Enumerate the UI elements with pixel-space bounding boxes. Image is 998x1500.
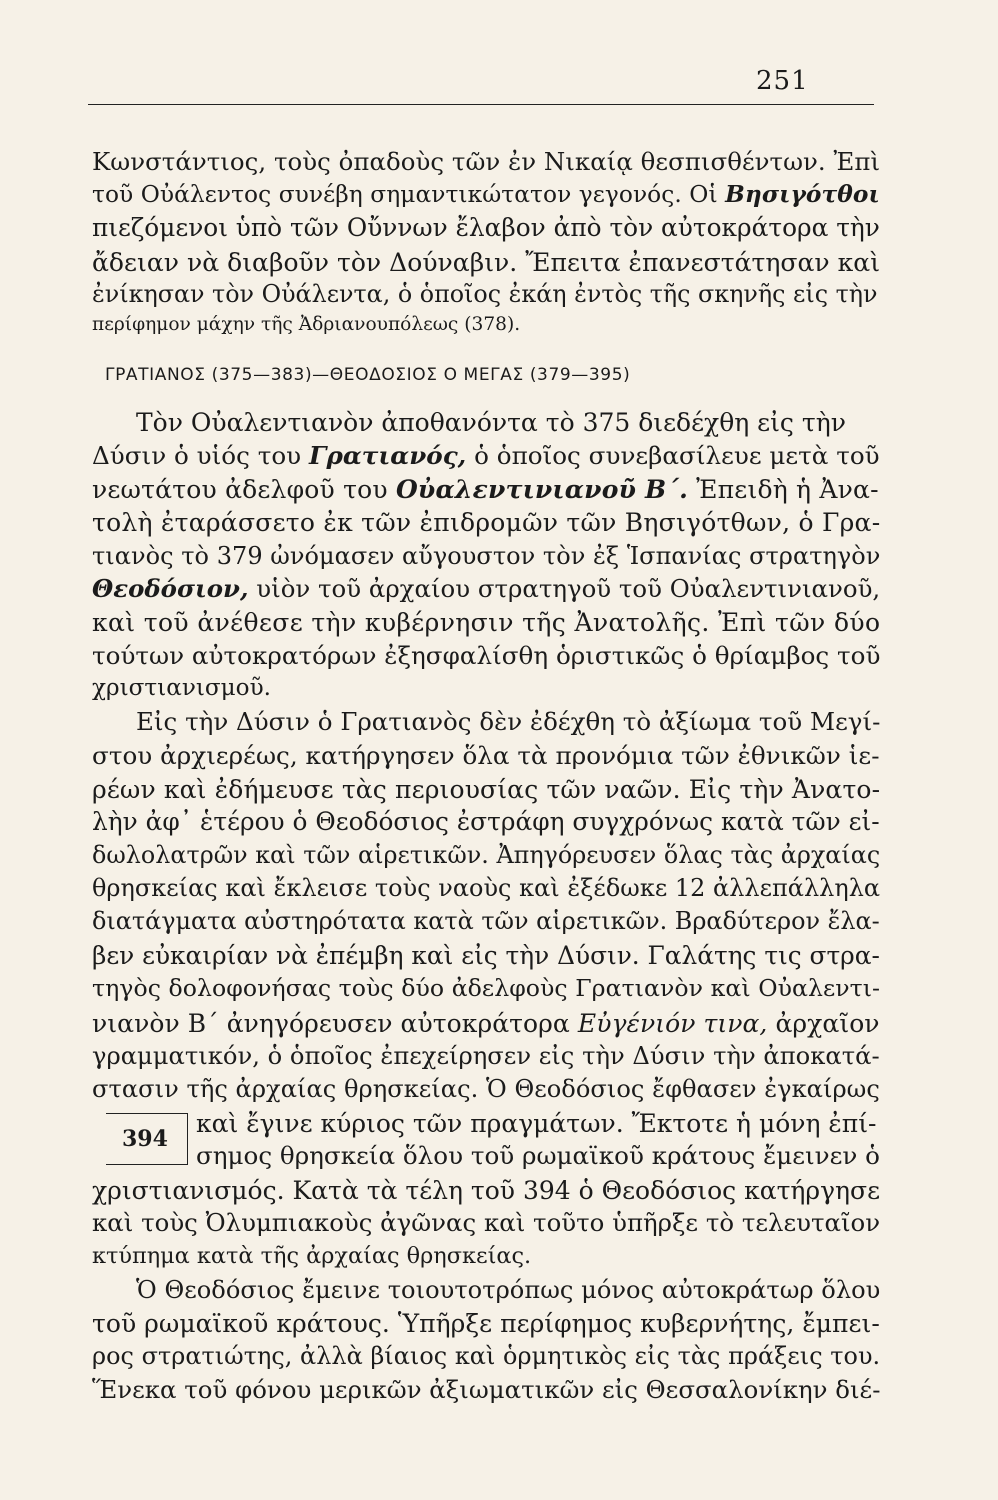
text-line: ρέων καὶ ἐδήμευσε τὰς περιουσίας τῶν ναῶν. Εἰς τὴν Ἀνατο- — [92, 775, 881, 804]
header-rule — [88, 104, 874, 105]
text-line: τοῦ ρωμαϊκοῦ κράτους. Ὑπῆρξε περίφημος κυβερνήτης, ἔμπει- — [92, 1309, 880, 1338]
text-line: πιεζόμενοι ὑπὸ τῶν Οὔννων ἔλαβον ἀπὸ τὸν αὐτοκράτορα τὴν — [92, 213, 880, 242]
text-line: χριστιανισμοῦ. — [92, 675, 271, 701]
emphasis-name: Εὐγένιόν τινα, — [577, 1009, 768, 1038]
text-line: θρησκείας καὶ ἔκλεισε τοὺς ναοὺς καὶ ἐξέδωκε 12 ἀλλεπάλληλα — [92, 874, 881, 902]
text-line — [92, 574, 881, 603]
text-run: νεωτάτου ἀδελφοῦ του — [92, 475, 396, 504]
text-line: τούτων αὐτοκρατόρων ἐξησφαλίσθη ὁριστικῶς ὁ θρίαμβος τοῦ — [92, 641, 881, 670]
text-run: Ἐπειδὴ ἡ Ἀνα- — [687, 475, 879, 504]
text-line: Εἰς τὴν Δύσιν ὁ Γρατιανὸς δὲν ἐδέχθη τὸ ἀξίωμα τοῦ Μεγί- — [136, 707, 881, 736]
text-line: ἐνίκησαν τὸν Οὐάλεντα, ὁ ὁποῖος ἐκάη ἐντὸς τῆς σκηνῆς εἰς τὴν — [92, 280, 878, 308]
text-line: τολὴ ἐταράσσετο ἐκ τῶν ἐπιδρομῶν τῶν Βησιγότθων, ὁ Γρα- — [92, 508, 881, 537]
text-line: βεν εὐκαιρίαν νὰ ἐπέμβη καὶ εἰς τὴν Δύσιν. Γαλάτης τις στρα- — [92, 941, 880, 970]
text-run: Δύσιν ὁ υἱός του — [92, 441, 309, 470]
text-line: Ὁ Θεοδόσιος ἔμεινε τοιουτοτρόπως μόνος αὐτοκράτωρ ὅλου — [136, 1276, 881, 1304]
text-line — [92, 183, 880, 206]
section-heading: ΓΡΑΤΙΑΝΟΣ (375—383)—ΘΕΟΔΟΣΙΟΣ Ο ΜΕΓΑΣ (379—395) — [105, 365, 631, 385]
text-line — [92, 1011, 880, 1036]
text-line: κτύπημα κατὰ τῆς ἀρχαίας θρησκείας. — [92, 1243, 532, 1269]
emphasis-name: Θεοδόσιον, — [92, 574, 249, 603]
text-line: περίφημον μάχην τῆς Ἀδριανουπόλεως (378). — [92, 314, 521, 335]
text-line: τιανὸς τὸ 379 ὠνόμασεν αὔγουστον τὸν ἐξ Ἱσπανίας στρατηγὸν — [92, 542, 881, 570]
text-line: γραμματικόν, ὁ ὁποῖος ἐπεχείρησεν εἰς τὴν Δύσιν τὴν ἀποκατά- — [92, 1042, 880, 1070]
text-run: νιανὸν Β΄ ἀνηγόρευσεν αὐτοκράτορα — [92, 1009, 578, 1038]
text-line: σημος θρησκεία ὅλου τοῦ ρωμαϊκοῦ κράτους ἔμεινεν ὁ — [196, 1141, 880, 1170]
text-line: στου ἀρχιερέως, κατήργησεν ὅλα τὰ προνόμια τῶν ἐθνικῶν ἱε- — [92, 741, 880, 770]
emphasis-name: Βησιγότθοι — [725, 181, 880, 208]
text-run: ὁ ὁποῖος συνεβασίλευε μετὰ τοῦ — [466, 441, 880, 470]
text-line — [92, 441, 880, 470]
text-line: τηγὸς δολοφονήσας τοὺς δύο ἀδελφοὺς Γρατιανὸν καὶ Οὐαλεντι- — [92, 974, 881, 1002]
text-run: υἱὸν τοῦ ἀρχαίου στρατηγοῦ τοῦ Οὐαλεντινιανοῦ, — [248, 574, 881, 603]
text-line: Ἕνεκα τοῦ φόνου μερικῶν ἀξιωματικῶν εἰς Θεσσαλονίκην διέ- — [92, 1375, 881, 1404]
text-line: χριστιανισμός. Κατὰ τὰ τέλη τοῦ 394 ὁ Θεοδόσιος κατήργησε — [92, 1176, 881, 1205]
margin-note-year: 394 — [122, 1126, 168, 1152]
text-line — [92, 477, 879, 502]
text-line: Κωνστάντιος, τοὺς ὀπαδοὺς τῶν ἐν Νικαίᾳ θεσπισθέντων. Ἐπὶ — [92, 147, 881, 176]
text-line: ρος στρατιώτης, ἀλλὰ βίαιος καὶ ὁρμητικὸς εἰς τὰς πράξεις του. — [92, 1342, 881, 1370]
page-number: 251 — [756, 66, 809, 96]
emphasis-name: Γρατιανός, — [308, 441, 467, 470]
text-line: Τὸν Οὐαλεντιανὸν ἀποθανόντα τὸ 375 διεδέχθη εἰς τὴν — [136, 408, 846, 437]
text-line: δωλολατρῶν καὶ τῶν αἱρετικῶν. Ἀπηγόρευσεν ὅλας τὰς ἀρχαίας — [92, 841, 881, 869]
text-line: καὶ τοῦ ἀνέθεσε τὴν κυβέρνησιν τῆς Ἀνατολῆς. Ἐπὶ τῶν δύο — [92, 608, 881, 637]
text-run: ἀρχαῖον — [767, 1009, 880, 1038]
text-run: τοῦ Οὐάλεντος συνέβη σημαντικώτατον γεγονός. Οἱ — [92, 181, 726, 208]
text-line: καὶ ἔγινε κύριος τῶν πραγμάτων. Ἔκτοτε ἡ μόνη ἐπί- — [196, 1109, 877, 1138]
text-line: λὴν ἀφ᾽ ἑτέρου ὁ Θεοδόσιος ἐστράφη συγχρόνως κατὰ τῶν εἰ- — [92, 807, 880, 836]
text-line: καὶ τοὺς Ὀλυμπιακοὺς ἀγῶνας καὶ τοῦτο ὑπῆρξε τὸ τελευταῖον — [92, 1208, 881, 1237]
emphasis-name: Οὐαλεντινιανοῦ Β΄. — [395, 475, 688, 504]
text-line: στασιν τῆς ἀρχαίας θρησκείας. Ὁ Θεοδόσιος ἔφθασεν ἐγκαίρως — [92, 1075, 880, 1103]
text-line: ἄδειαν νὰ διαβοῦν τὸν Δούναβιν. Ἔπειτα ἐπανεστάτησαν καὶ — [92, 248, 881, 277]
text-line: διατάγματα αὐστηρότατα κατὰ τῶν αἱρετικῶν. Βραδύτερον ἔλα- — [92, 907, 880, 935]
